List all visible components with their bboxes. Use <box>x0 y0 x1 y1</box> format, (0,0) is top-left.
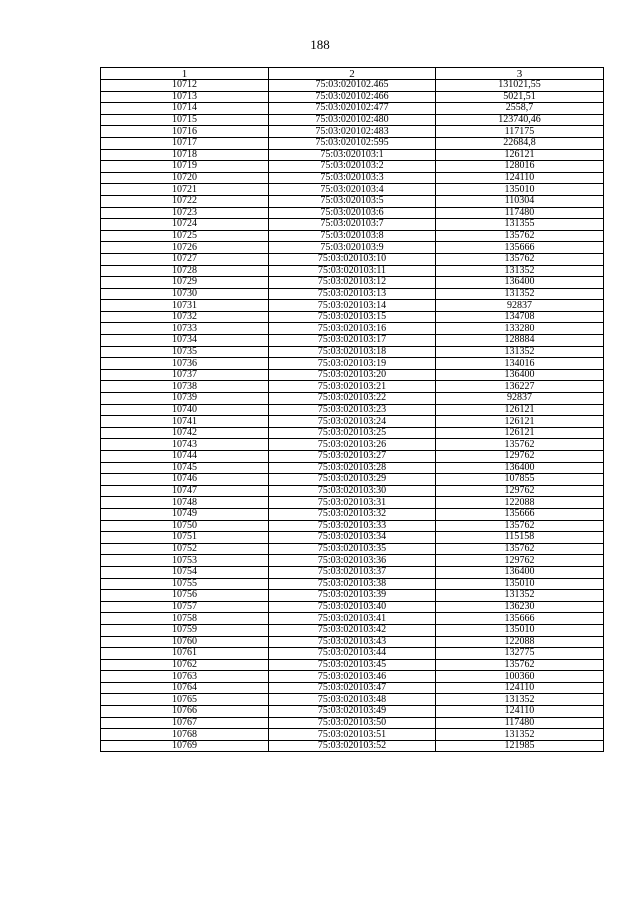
table-row <box>101 91 604 103</box>
cadastral-number-cell: 75:03:020102:480 <box>269 114 436 126</box>
value-cell: 131352 <box>436 288 604 300</box>
row-number-cell: 10728 <box>101 265 269 277</box>
row-number-cell: 10768 <box>101 729 269 741</box>
cadastral-number-cell: 75:03:020103:15 <box>269 311 436 323</box>
cadastral-number-cell: 75:03:020103:14 <box>269 300 436 312</box>
table-row <box>101 416 604 428</box>
cadastral-number-cell: 75:03:020103:40 <box>269 601 436 613</box>
value-cell: 131355 <box>436 219 604 231</box>
row-number-cell: 10769 <box>101 740 269 752</box>
value-cell: 135666 <box>436 613 604 625</box>
row-number-cell: 10742 <box>101 427 269 439</box>
value-cell: 136400 <box>436 369 604 381</box>
table-row <box>101 358 604 370</box>
cadastral-number-cell: 75:03:020103:7 <box>269 219 436 231</box>
table-row <box>101 497 604 509</box>
row-number-cell: 10737 <box>101 369 269 381</box>
value-cell: 135762 <box>436 253 604 265</box>
row-number-cell: 10733 <box>101 323 269 335</box>
table-row <box>101 103 604 115</box>
table-row <box>101 682 604 694</box>
table-row <box>101 613 604 625</box>
row-number-cell: 10739 <box>101 393 269 405</box>
table-row <box>101 253 604 265</box>
value-cell: 131352 <box>436 346 604 358</box>
cadastral-number-cell: 75:03:020103:39 <box>269 590 436 602</box>
row-number-cell: 10727 <box>101 253 269 265</box>
table-row <box>101 648 604 660</box>
table-row <box>101 659 604 671</box>
table-body <box>101 80 604 752</box>
cadastral-number-cell: 75:03:020103:17 <box>269 335 436 347</box>
table-row <box>101 520 604 532</box>
row-number-cell: 10712 <box>101 80 269 92</box>
row-number-cell: 10713 <box>101 91 269 103</box>
value-cell: 135762 <box>436 439 604 451</box>
table-row <box>101 184 604 196</box>
row-number-cell: 10753 <box>101 555 269 567</box>
row-number-cell: 10761 <box>101 648 269 660</box>
row-number-cell: 10756 <box>101 590 269 602</box>
cadastral-number-cell: 75:03:020103:29 <box>269 474 436 486</box>
row-number-cell: 10764 <box>101 682 269 694</box>
value-cell: 136400 <box>436 566 604 578</box>
row-number-cell: 10766 <box>101 706 269 718</box>
table-row <box>101 671 604 683</box>
table-header-row <box>101 68 604 80</box>
row-number-cell: 10720 <box>101 172 269 184</box>
value-cell: 5021,51 <box>436 91 604 103</box>
cadastral-number-cell: 75:03:020103:21 <box>269 381 436 393</box>
row-number-cell: 10754 <box>101 566 269 578</box>
row-number-cell: 10734 <box>101 335 269 347</box>
table-row <box>101 277 604 289</box>
column-header-1: 1 <box>101 68 269 80</box>
value-cell: 135010 <box>436 624 604 636</box>
value-cell: 124110 <box>436 706 604 718</box>
cadastral-number-cell: 75:03:020103:33 <box>269 520 436 532</box>
row-number-cell: 10751 <box>101 532 269 544</box>
cadastral-number-cell: 75:03:020103:34 <box>269 532 436 544</box>
cadastral-number-cell: 75:03:020103:4 <box>269 184 436 196</box>
cadastral-number-cell: 75:03:020103:47 <box>269 682 436 694</box>
cadastral-number-cell: 75:03:020102:483 <box>269 126 436 138</box>
value-cell: 124110 <box>436 172 604 184</box>
value-cell: 135010 <box>436 184 604 196</box>
row-number-cell: 10724 <box>101 219 269 231</box>
row-number-cell: 10716 <box>101 126 269 138</box>
table-row <box>101 195 604 207</box>
row-number-cell: 10749 <box>101 508 269 520</box>
table-row <box>101 532 604 544</box>
table-row <box>101 335 604 347</box>
table-row <box>101 323 604 335</box>
table-row <box>101 566 604 578</box>
cadastral-number-cell: 75:03:020102:466 <box>269 91 436 103</box>
table-row <box>101 717 604 729</box>
cadastral-number-cell: 75:03:020103:35 <box>269 543 436 555</box>
cadastral-number-cell: 75:03:020103:23 <box>269 404 436 416</box>
value-cell: 124110 <box>436 682 604 694</box>
value-cell: 117480 <box>436 207 604 219</box>
cadastral-number-cell: 75:03:020103:41 <box>269 613 436 625</box>
cadastral-number-cell: 75:03:020103:30 <box>269 485 436 497</box>
cadastral-number-cell: 75:03:020103:36 <box>269 555 436 567</box>
value-cell: 115158 <box>436 532 604 544</box>
value-cell: 123740,46 <box>436 114 604 126</box>
cadastral-number-cell: 75:03:020103:27 <box>269 451 436 463</box>
row-number-cell: 10714 <box>101 103 269 115</box>
table-row <box>101 242 604 254</box>
cadastral-number-cell: 75:03:020103:3 <box>269 172 436 184</box>
row-number-cell: 10746 <box>101 474 269 486</box>
column-header-2: 2 <box>269 68 436 80</box>
value-cell: 121985 <box>436 740 604 752</box>
value-cell: 22684,8 <box>436 137 604 149</box>
row-number-cell: 10736 <box>101 358 269 370</box>
cadastral-number-cell: 75:03:020103:16 <box>269 323 436 335</box>
table-row <box>101 137 604 149</box>
value-cell: 128884 <box>436 335 604 347</box>
value-cell: 135762 <box>436 230 604 242</box>
table-row <box>101 219 604 231</box>
cadastral-number-cell: 75:03:020102.465 <box>269 80 436 92</box>
cadastral-number-cell: 75:03:020103:1 <box>269 149 436 161</box>
table-row <box>101 439 604 451</box>
row-number-cell: 10717 <box>101 137 269 149</box>
table-row <box>101 543 604 555</box>
value-cell: 122088 <box>436 636 604 648</box>
row-number-cell: 10722 <box>101 195 269 207</box>
value-cell: 92837 <box>436 300 604 312</box>
cadastral-number-cell: 75:03:020103:19 <box>269 358 436 370</box>
value-cell: 117480 <box>436 717 604 729</box>
table-row <box>101 346 604 358</box>
row-number-cell: 10721 <box>101 184 269 196</box>
value-cell: 134016 <box>436 358 604 370</box>
row-number-cell: 10719 <box>101 161 269 173</box>
cadastral-number-cell: 75:03:020103:43 <box>269 636 436 648</box>
table-row <box>101 300 604 312</box>
row-number-cell: 10729 <box>101 277 269 289</box>
cadastral-number-cell: 75:03:020103:13 <box>269 288 436 300</box>
value-cell: 133280 <box>436 323 604 335</box>
value-cell: 128016 <box>436 161 604 173</box>
row-number-cell: 10757 <box>101 601 269 613</box>
table-row <box>101 369 604 381</box>
row-number-cell: 10745 <box>101 462 269 474</box>
value-cell: 136230 <box>436 601 604 613</box>
table-row <box>101 451 604 463</box>
table-row <box>101 149 604 161</box>
row-number-cell: 10743 <box>101 439 269 451</box>
cadastral-number-cell: 75:03:020103:2 <box>269 161 436 173</box>
cadastral-number-cell: 75:03:020103:52 <box>269 740 436 752</box>
cadastral-number-cell: 75:03:020103:46 <box>269 671 436 683</box>
table-row <box>101 381 604 393</box>
value-cell: 132775 <box>436 648 604 660</box>
row-number-cell: 10725 <box>101 230 269 242</box>
value-cell: 136400 <box>436 277 604 289</box>
row-number-cell: 10715 <box>101 114 269 126</box>
table-row <box>101 694 604 706</box>
table-row <box>101 636 604 648</box>
cadastral-number-cell: 75:03:020103:31 <box>269 497 436 509</box>
row-number-cell: 10758 <box>101 613 269 625</box>
cadastral-number-cell: 75:03:020103:6 <box>269 207 436 219</box>
cadastral-number-cell: 75:03:020103:26 <box>269 439 436 451</box>
row-number-cell: 10740 <box>101 404 269 416</box>
value-cell: 117175 <box>436 126 604 138</box>
cadastral-number-cell: 75:03:020102:477 <box>269 103 436 115</box>
value-cell: 126121 <box>436 404 604 416</box>
value-cell: 135762 <box>436 543 604 555</box>
table-row <box>101 80 604 92</box>
cadastral-number-cell: 75:03:020102:595 <box>269 137 436 149</box>
cadastral-number-cell: 75:03:020103:38 <box>269 578 436 590</box>
cadastral-number-cell: 75:03:020103:11 <box>269 265 436 277</box>
row-number-cell: 10765 <box>101 694 269 706</box>
cadastral-number-cell: 75:03:020103:48 <box>269 694 436 706</box>
table-row <box>101 729 604 741</box>
row-number-cell: 10747 <box>101 485 269 497</box>
table-row <box>101 172 604 184</box>
table-row <box>101 265 604 277</box>
cadastral-number-cell: 75:03:020103:44 <box>269 648 436 660</box>
table-row <box>101 230 604 242</box>
value-cell: 2558,7 <box>436 103 604 115</box>
row-number-cell: 10748 <box>101 497 269 509</box>
row-number-cell: 10731 <box>101 300 269 312</box>
cadastral-number-cell: 75:03:020103:22 <box>269 393 436 405</box>
table-row <box>101 288 604 300</box>
cadastral-number-cell: 75:03:020103:24 <box>269 416 436 428</box>
row-number-cell: 10744 <box>101 451 269 463</box>
cadastral-number-cell: 75:03:020103:20 <box>269 369 436 381</box>
table-row <box>101 114 604 126</box>
cadastral-number-cell: 75:03:020103:5 <box>269 195 436 207</box>
table-row <box>101 474 604 486</box>
value-cell: 129762 <box>436 451 604 463</box>
row-number-cell: 10732 <box>101 311 269 323</box>
row-number-cell: 10767 <box>101 717 269 729</box>
cadastral-number-cell: 75:03:020103:25 <box>269 427 436 439</box>
value-cell: 131352 <box>436 729 604 741</box>
row-number-cell: 10741 <box>101 416 269 428</box>
value-cell: 131352 <box>436 265 604 277</box>
table-row <box>101 126 604 138</box>
table-row <box>101 555 604 567</box>
page-number: 188 <box>310 37 330 52</box>
value-cell: 131352 <box>436 694 604 706</box>
cadastral-number-cell: 75:03:020103:32 <box>269 508 436 520</box>
cadastral-number-cell: 75:03:020103:45 <box>269 659 436 671</box>
cadastral-number-cell: 75:03:020103:18 <box>269 346 436 358</box>
cadastral-number-cell: 75:03:020103:12 <box>269 277 436 289</box>
value-cell: 129762 <box>436 555 604 567</box>
value-cell: 100360 <box>436 671 604 683</box>
value-cell: 136227 <box>436 381 604 393</box>
value-cell: 110304 <box>436 195 604 207</box>
row-number-cell: 10759 <box>101 624 269 636</box>
cadastral-number-cell: 75:03:020103:49 <box>269 706 436 718</box>
table-row <box>101 624 604 636</box>
cadastral-number-cell: 75:03:020103:9 <box>269 242 436 254</box>
table-row <box>101 427 604 439</box>
data-table <box>100 67 604 752</box>
value-cell: 129762 <box>436 485 604 497</box>
row-number-cell: 10750 <box>101 520 269 532</box>
value-cell: 126121 <box>436 427 604 439</box>
value-cell: 122088 <box>436 497 604 509</box>
row-number-cell: 10763 <box>101 671 269 683</box>
value-cell: 135762 <box>436 520 604 532</box>
row-number-cell: 10760 <box>101 636 269 648</box>
table-row <box>101 393 604 405</box>
table-row <box>101 590 604 602</box>
table-row <box>101 161 604 173</box>
value-cell: 135762 <box>436 659 604 671</box>
table-row <box>101 706 604 718</box>
row-number-cell: 10730 <box>101 288 269 300</box>
row-number-cell: 10726 <box>101 242 269 254</box>
value-cell: 126121 <box>436 416 604 428</box>
cadastral-number-cell: 75:03:020103:28 <box>269 462 436 474</box>
row-number-cell: 10718 <box>101 149 269 161</box>
table-row <box>101 740 604 752</box>
cadastral-number-cell: 75:03:020103:37 <box>269 566 436 578</box>
value-cell: 131021,55 <box>436 80 604 92</box>
table-row <box>101 404 604 416</box>
value-cell: 135010 <box>436 578 604 590</box>
cadastral-number-cell: 75:03:020103:42 <box>269 624 436 636</box>
row-number-cell: 10752 <box>101 543 269 555</box>
cadastral-number-cell: 75:03:020103:10 <box>269 253 436 265</box>
table-row <box>101 578 604 590</box>
value-cell: 136400 <box>436 462 604 474</box>
table-row <box>101 485 604 497</box>
row-number-cell: 10738 <box>101 381 269 393</box>
row-number-cell: 10735 <box>101 346 269 358</box>
row-number-cell: 10723 <box>101 207 269 219</box>
cadastral-number-cell: 75:03:020103:51 <box>269 729 436 741</box>
table-row <box>101 311 604 323</box>
value-cell: 135666 <box>436 242 604 254</box>
table-row <box>101 508 604 520</box>
row-number-cell: 10755 <box>101 578 269 590</box>
value-cell: 131352 <box>436 590 604 602</box>
value-cell: 134708 <box>436 311 604 323</box>
table-row <box>101 462 604 474</box>
value-cell: 92837 <box>436 393 604 405</box>
table-row <box>101 207 604 219</box>
cadastral-number-cell: 75:03:020103:8 <box>269 230 436 242</box>
value-cell: 107855 <box>436 474 604 486</box>
table-row <box>101 601 604 613</box>
value-cell: 135666 <box>436 508 604 520</box>
row-number-cell: 10762 <box>101 659 269 671</box>
cadastral-number-cell: 75:03:020103:50 <box>269 717 436 729</box>
column-header-3: 3 <box>436 68 604 80</box>
value-cell: 126121 <box>436 149 604 161</box>
